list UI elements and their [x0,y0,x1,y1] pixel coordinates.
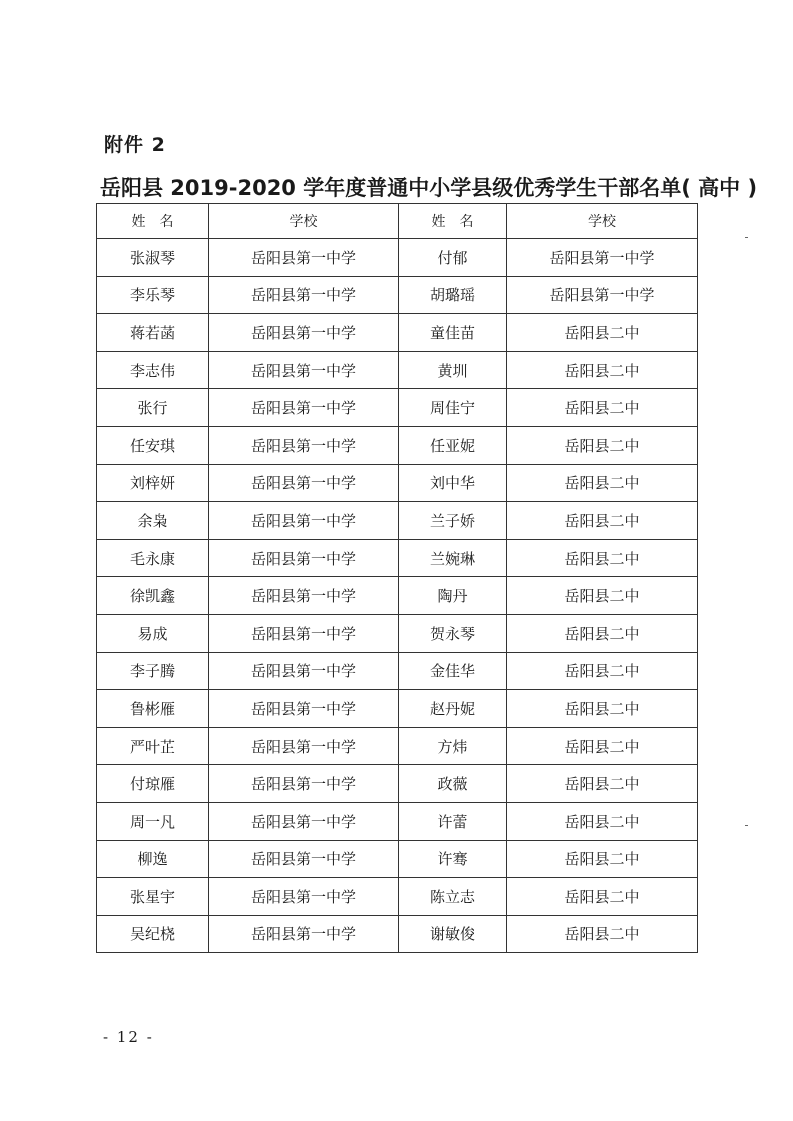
student-name-cell: 方炜 [399,727,507,765]
attachment-label: 附件 2 [104,134,166,156]
student-name-cell: 张行 [97,389,209,427]
table-row [97,690,698,728]
school-cell: 岳阳县二中 [507,351,698,389]
school-cell: 岳阳县二中 [507,765,698,803]
student-name-cell: 许蕾 [399,802,507,840]
school-cell: 岳阳县二中 [507,502,698,540]
school-cell: 岳阳县二中 [507,652,698,690]
student-name-cell: 谢敏俊 [399,915,507,953]
student-name-cell: 陶丹 [399,577,507,615]
page-number: - 12 - [103,1028,154,1046]
header-school-left: 学校 [209,204,399,239]
student-name-cell: 周一凡 [97,802,209,840]
student-name-cell: 吴纪桡 [97,915,209,953]
school-cell: 岳阳县第一中学 [209,765,399,803]
document-title: 岳阳县 2019-2020 学年度普通中小学县级优秀学生干部名单( 高中 ) [100,176,758,200]
header-school-right: 学校 [507,204,698,239]
student-name-cell: 兰婉琳 [399,539,507,577]
student-name-cell: 兰子娇 [399,502,507,540]
student-name-cell: 赵丹妮 [399,690,507,728]
student-name-cell: 李子腾 [97,652,209,690]
school-cell: 岳阳县第一中学 [209,426,399,464]
student-name-cell: 任安琪 [97,426,209,464]
table-row [97,314,698,352]
student-name-cell: 陈立志 [399,878,507,916]
student-name-cell: 刘中华 [399,464,507,502]
student-name-cell: 李志伟 [97,351,209,389]
school-cell: 岳阳县二中 [507,426,698,464]
table-row [97,765,698,803]
table-row [97,614,698,652]
header-name-left: 姓 名 [97,204,209,239]
student-name-cell: 柳逸 [97,840,209,878]
table-row [97,802,698,840]
school-cell: 岳阳县第一中学 [209,539,399,577]
student-name-cell: 蒋若菡 [97,314,209,352]
student-name-cell: 任亚妮 [399,426,507,464]
scan-speck [745,825,748,826]
school-cell: 岳阳县第一中学 [507,276,698,314]
student-name-cell: 鲁彬雁 [97,690,209,728]
table-row [97,239,698,277]
school-cell: 岳阳县第一中学 [209,727,399,765]
school-cell: 岳阳县二中 [507,878,698,916]
student-name-cell: 付琼雁 [97,765,209,803]
table-row [97,915,698,953]
school-cell: 岳阳县二中 [507,614,698,652]
student-name-cell: 张星宇 [97,878,209,916]
student-name-cell: 李乐琴 [97,276,209,314]
table-row [97,389,698,427]
student-name-cell: 余枭 [97,502,209,540]
school-cell: 岳阳县二中 [507,727,698,765]
table-row [97,878,698,916]
school-cell: 岳阳县二中 [507,577,698,615]
school-cell: 岳阳县第一中学 [209,878,399,916]
school-cell: 岳阳县第一中学 [209,915,399,953]
table-row [97,652,698,690]
student-name-cell: 政薇 [399,765,507,803]
school-cell: 岳阳县第一中学 [209,314,399,352]
table-row [97,539,698,577]
table-row [97,276,698,314]
table-row [97,464,698,502]
school-cell: 岳阳县第一中学 [209,614,399,652]
school-cell: 岳阳县二中 [507,840,698,878]
student-name-cell: 徐凯鑫 [97,577,209,615]
school-cell: 岳阳县第一中学 [209,351,399,389]
table-body [97,239,698,953]
scan-speck [745,237,748,238]
table-header-row [97,204,698,239]
header-name-right: 姓 名 [399,204,507,239]
student-name-cell: 金佳华 [399,652,507,690]
student-name-cell: 胡璐瑶 [399,276,507,314]
student-name-cell: 童佳苗 [399,314,507,352]
student-name-cell: 周佳宁 [399,389,507,427]
school-cell: 岳阳县二中 [507,539,698,577]
school-cell: 岳阳县第一中学 [507,239,698,277]
student-name-cell: 许骞 [399,840,507,878]
school-cell: 岳阳县第一中学 [209,840,399,878]
table-row [97,577,698,615]
school-cell: 岳阳县第一中学 [209,577,399,615]
table-row [97,502,698,540]
school-cell: 岳阳县二中 [507,690,698,728]
school-cell: 岳阳县第一中学 [209,389,399,427]
school-cell: 岳阳县二中 [507,464,698,502]
student-name-cell: 严叶芷 [97,727,209,765]
table-row [97,351,698,389]
school-cell: 岳阳县第一中学 [209,802,399,840]
school-cell: 岳阳县第一中学 [209,276,399,314]
table-row [97,426,698,464]
school-cell: 岳阳县第一中学 [209,239,399,277]
school-cell: 岳阳县二中 [507,802,698,840]
student-name-cell: 贺永琴 [399,614,507,652]
table-row [97,840,698,878]
school-cell: 岳阳县第一中学 [209,652,399,690]
table-row [97,727,698,765]
student-name-cell: 付郁 [399,239,507,277]
school-cell: 岳阳县第一中学 [209,502,399,540]
school-cell: 岳阳县第一中学 [209,690,399,728]
student-roster-table [96,203,698,953]
student-name-cell: 刘梓妍 [97,464,209,502]
school-cell: 岳阳县二中 [507,915,698,953]
school-cell: 岳阳县第一中学 [209,464,399,502]
school-cell: 岳阳县二中 [507,314,698,352]
school-cell: 岳阳县二中 [507,389,698,427]
student-name-cell: 毛永康 [97,539,209,577]
student-name-cell: 黄圳 [399,351,507,389]
student-name-cell: 张淑琴 [97,239,209,277]
student-name-cell: 易成 [97,614,209,652]
